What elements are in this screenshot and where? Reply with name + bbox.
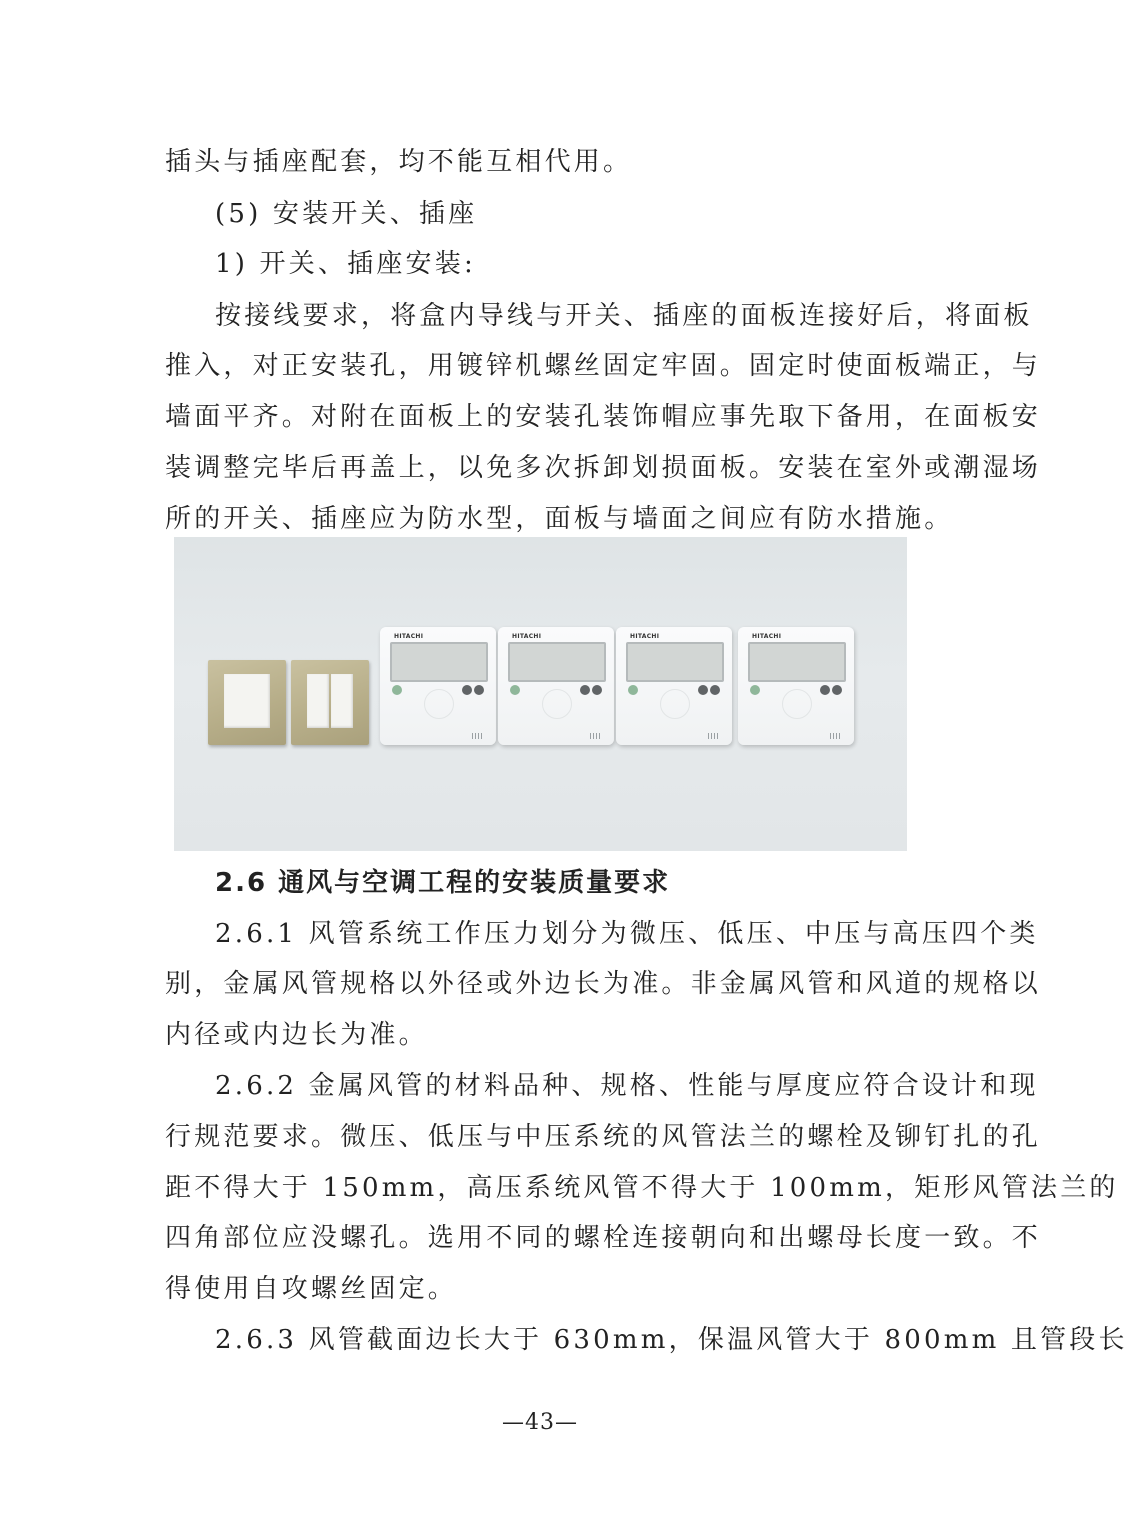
thermostat-panel [380, 627, 496, 745]
single-switch-panel [208, 660, 286, 745]
wall-switches-thermostats-photo [174, 537, 907, 851]
paragraph-line: 按接线要求，将盒内导线与开关、插座的面板连接好后，将面板 [215, 301, 1033, 331]
page-number: —43— [502, 1410, 578, 1435]
paragraph-line: 装调整完毕后再盖上，以免多次拆卸划损面板。安装在室外或潮湿场 [165, 453, 1042, 483]
paragraph-line: 2.6.2 金属风管的材料品种、规格、性能与厚度应符合设计和现 [215, 1071, 1039, 1101]
paragraph-line: 得使用自攻螺丝固定。 [165, 1274, 458, 1304]
paragraph-line: 2.6.3 风管截面边长大于 630mm，保温风管大于 800mm 且管段长 [215, 1325, 1128, 1355]
paragraph-line: 距不得大于 150mm，高压系统风管不得大于 100mm，矩形风管法兰的 [165, 1173, 1119, 1203]
paragraph-line: 推入，对正安装孔，用镀锌机螺丝固定牢固。固定时使面板端正，与 [165, 351, 1042, 381]
subsection-title: (5) 安装开关、插座 [215, 199, 478, 229]
paragraph-line: 四角部位应没螺孔。选用不同的螺栓连接朝向和出螺母长度一致。不 [165, 1223, 1042, 1253]
double-switch-panel [291, 660, 369, 745]
item-title: 1) 开关、插座安装: [215, 249, 476, 279]
thermostat-panel [738, 627, 854, 745]
thermostat-panel [616, 627, 732, 745]
paragraph-line: 所的开关、插座应为防水型，面板与墙面之间应有防水措施。 [165, 504, 954, 534]
brand-logo: HITACHI [512, 633, 542, 640]
paragraph-line: 墙面平齐。对附在面板上的安装孔装饰帽应事先取下备用，在面板安 [165, 402, 1042, 432]
brand-logo: HITACHI [752, 633, 782, 640]
paragraph-line: 插头与插座配套，均不能互相代用。 [165, 147, 633, 177]
section-heading: 2.6 通风与空调工程的安装质量要求 [215, 868, 671, 898]
paragraph-line: 别，金属风管规格以外径或外边长为准。非金属风管和风道的规格以 [165, 969, 1042, 999]
paragraph-line: 行规范要求。微压、低压与中压系统的风管法兰的螺栓及铆钉扎的孔 [165, 1122, 1042, 1152]
brand-logo: HITACHI [630, 633, 660, 640]
thermostat-panel [498, 627, 614, 745]
paragraph-line: 内径或内边长为准。 [165, 1020, 428, 1050]
brand-logo: HITACHI [394, 633, 424, 640]
paragraph-line: 2.6.1 风管系统工作压力划分为微压、低压、中压与高压四个类 [215, 919, 1039, 949]
